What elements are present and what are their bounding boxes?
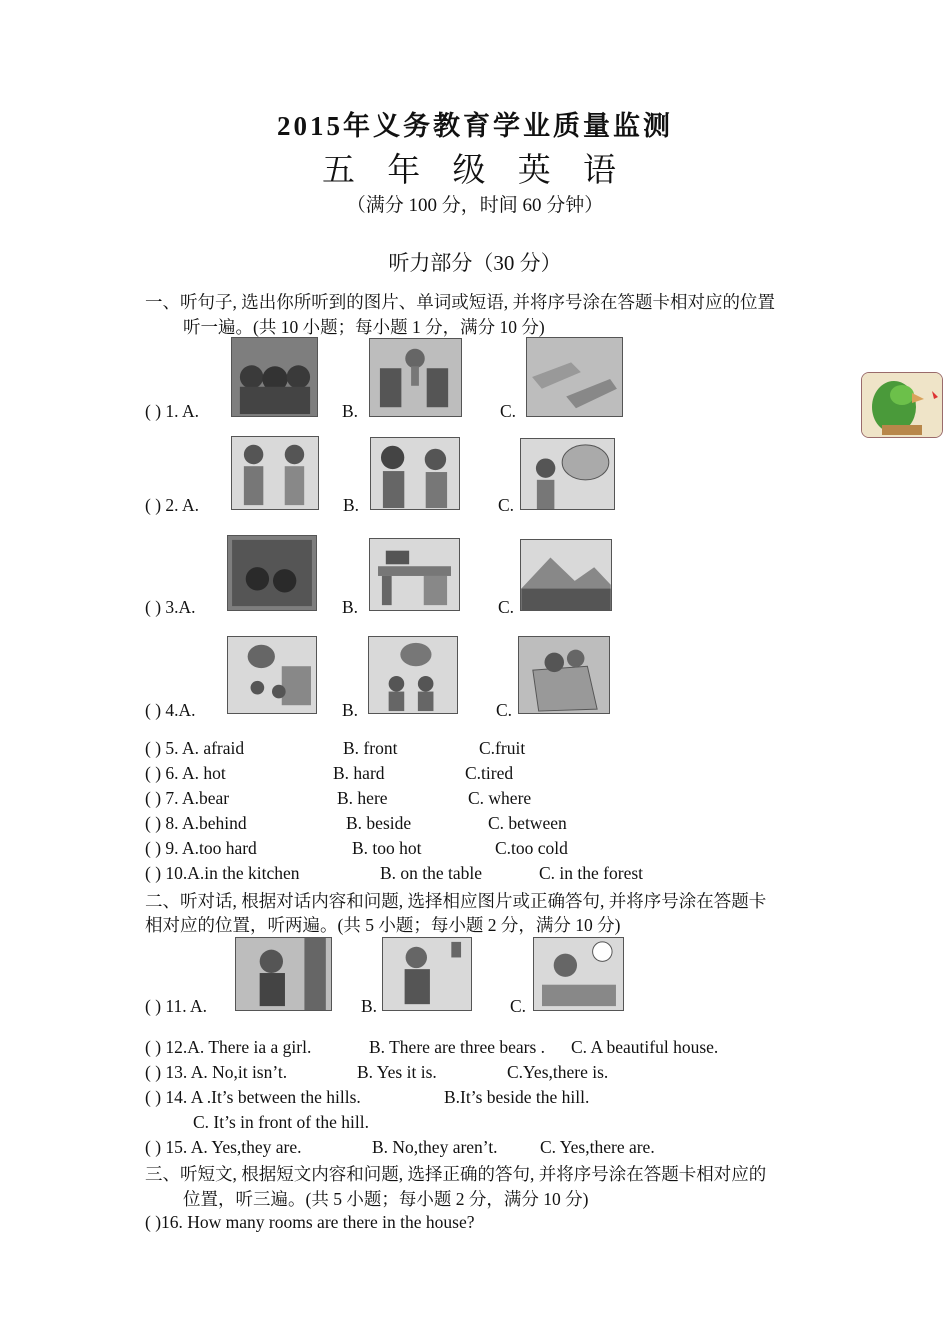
- question-5-option-b: B. front: [343, 738, 398, 758]
- section3-instruction-line1: 三、听短文, 根据短文内容和问题, 选择正确的答句, 并将序号涂在答题卡相对应的: [145, 1164, 767, 1184]
- bears-in-forest-picture[interactable]: [227, 535, 317, 611]
- box-of-toys-picture[interactable]: [518, 636, 610, 714]
- beds-picture[interactable]: [526, 337, 623, 417]
- part-heading: 听力部分（30 分）: [388, 251, 562, 275]
- question-4-option-c: C.: [496, 700, 513, 720]
- question-11-option-c: C.: [510, 996, 527, 1016]
- people-near-house-picture[interactable]: [227, 636, 317, 714]
- section2-instruction-line1: 二、听对话, 根据对话内容和问题, 选择相应图片或正确答句, 并将序号涂在答题卡: [145, 891, 767, 911]
- question-15-option-c: C. Yes,there are.: [540, 1137, 655, 1157]
- parrot-thumbnail[interactable]: [861, 372, 943, 438]
- section2-instruction-line2: 相对应的位置，听两遍。(共 5 小题；每小题 2 分，满分 10 分): [145, 915, 621, 935]
- tiger-in-room-picture[interactable]: [382, 937, 472, 1011]
- question-4-label: ( ) 4.A.: [145, 700, 196, 720]
- question-11-option-b: B.: [361, 996, 378, 1016]
- question-2-label: ( ) 2. A.: [145, 495, 199, 515]
- three-bears-picture[interactable]: [231, 337, 318, 417]
- question-14-option-c: C. It’s in front of the hill.: [193, 1112, 369, 1132]
- desk-picture[interactable]: [369, 538, 460, 611]
- question-7-option-b: B. here: [337, 788, 388, 808]
- two-children-talking-picture[interactable]: [370, 437, 460, 510]
- question-1-label: ( ) 1. A.: [145, 401, 199, 421]
- question-7-option-c: C. where: [468, 788, 532, 808]
- question-14-option-b: B.It’s beside the hill.: [444, 1087, 590, 1107]
- question-6-option-c: C.tired: [465, 763, 514, 783]
- question-12-stem: ( ) 12.A. There ia a girl.: [145, 1037, 312, 1057]
- question-15-option-b: B. No,they aren’t.: [372, 1137, 498, 1157]
- question-5-stem: ( ) 5. A. afraid: [145, 738, 245, 758]
- question-7-stem: ( ) 7. A.bear: [145, 788, 230, 808]
- two-people-exchanging-picture[interactable]: [231, 436, 319, 510]
- chairs-and-plant-picture[interactable]: [369, 338, 462, 417]
- question-10-option-c: C. in the forest: [539, 863, 644, 883]
- cat-at-door-picture[interactable]: [235, 937, 332, 1011]
- section1-instruction-line2: 听一遍。(共 10 小题；每小题 1 分，满分 10 分): [183, 317, 545, 337]
- two-children-thought-picture[interactable]: [368, 636, 458, 714]
- question-6-stem: ( ) 6. A. hot: [145, 763, 226, 783]
- question-13-stem: ( ) 13. A. No,it isn’t.: [145, 1062, 288, 1082]
- exam-subtitle: 五 年 级 英 语: [322, 153, 628, 189]
- question-10-stem: ( ) 10.A.in the kitchen: [145, 863, 300, 883]
- question-11-label: ( ) 11. A.: [145, 996, 208, 1016]
- question-5-option-c: C.fruit: [479, 738, 526, 758]
- exam-meta: （满分 100 分，时间 60 分钟）: [346, 195, 604, 216]
- question-2-option-b: B.: [343, 495, 360, 515]
- question-9-stem: ( ) 9. A.too hard: [145, 838, 257, 858]
- question-8-option-c: C. between: [488, 813, 567, 833]
- hills-picture[interactable]: [520, 539, 612, 611]
- question-1-option-c: C.: [500, 401, 517, 421]
- question-2-option-c: C.: [498, 495, 515, 515]
- cat-with-drink-picture[interactable]: [533, 937, 624, 1011]
- question-12-option-b: B. There are three bears .: [369, 1037, 546, 1057]
- question-9-option-b: B. too hot: [352, 838, 422, 858]
- question-3-option-c: C.: [498, 597, 515, 617]
- question-12-option-c: C. A beautiful house.: [571, 1037, 719, 1057]
- section1-instruction-line1: 一、听句子, 选出你所听到的图片、单词或短语, 并将序号涂在答题卡相对应的位置: [145, 292, 775, 312]
- question-4-option-b: B.: [342, 700, 359, 720]
- exam-title: 2015年义务教育学业质量监测: [277, 111, 673, 141]
- question-8-option-b: B. beside: [346, 813, 412, 833]
- section3-instruction-line2: 位置，听三遍。(共 5 小题；每小题 2 分，满分 10 分): [183, 1189, 589, 1209]
- question-16-stem: ( )16. How many rooms are there in the house?: [145, 1212, 475, 1232]
- question-15-stem: ( ) 15. A. Yes,they are.: [145, 1137, 302, 1157]
- child-thinking-picture[interactable]: [520, 438, 615, 510]
- question-13-option-b: B. Yes it is.: [357, 1062, 437, 1082]
- question-8-stem: ( ) 8. A.behind: [145, 813, 247, 833]
- question-3-label: ( ) 3.A.: [145, 597, 196, 617]
- question-14-stem: ( ) 14. A .It’s between the hills.: [145, 1087, 361, 1107]
- question-6-option-b: B. hard: [333, 763, 385, 783]
- question-1-option-b: B.: [342, 401, 359, 421]
- question-10-option-b: B. on the table: [380, 863, 483, 883]
- question-9-option-c: C.too cold: [495, 838, 568, 858]
- question-13-option-c: C.Yes,there is.: [507, 1062, 609, 1082]
- question-3-option-b: B.: [342, 597, 359, 617]
